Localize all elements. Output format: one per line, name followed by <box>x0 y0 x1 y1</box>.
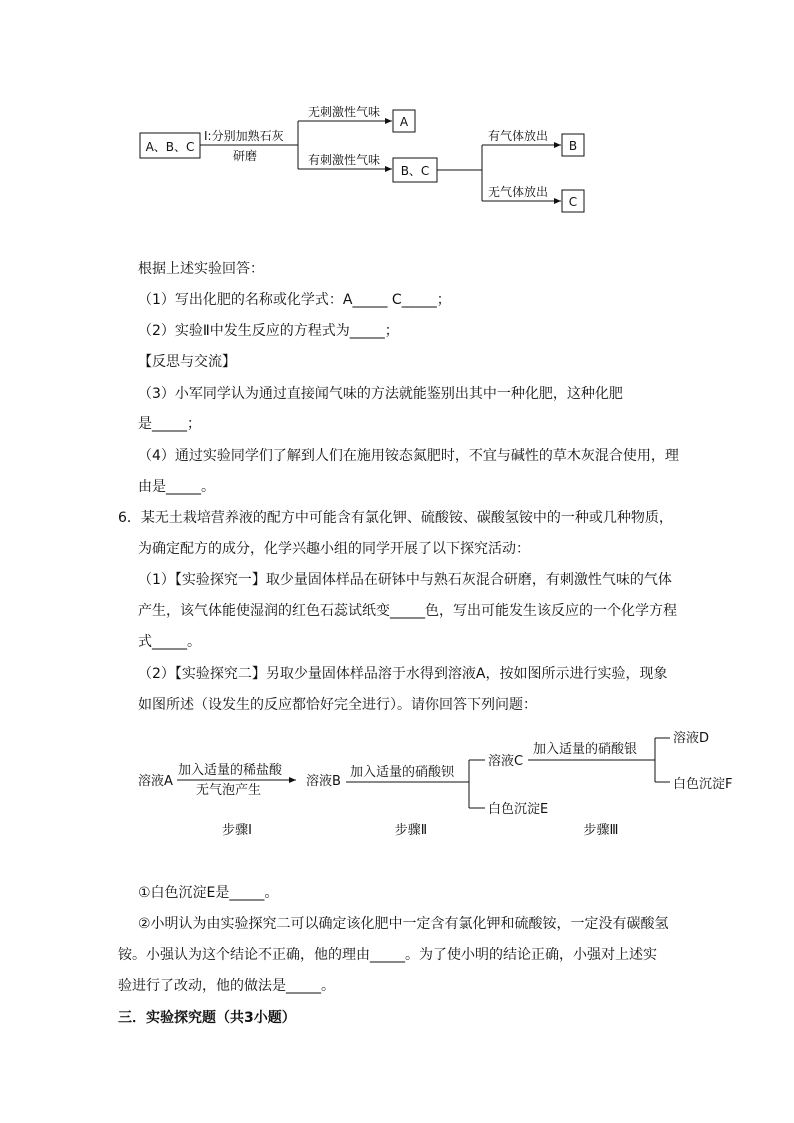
box-a-label: A <box>399 115 409 129</box>
box-c-label: C <box>568 195 578 209</box>
q5-question-4-line1: （4）通过实验同学们了解到人们在施用铵态氮肥时，不宜与碱性的草木灰混合使用，理 <box>138 448 679 464</box>
reagent-2-label: 加入适量的硝酸钡 <box>350 765 455 780</box>
q6-stem-line1: 6．某无土栽培营养液的配方中可能含有氯化钾、硫酸铵、碳酸氢铵中的一种或几种物质， <box>118 510 673 526</box>
q5-question-3-line1: （3）小军同学认为通过直接闻气味的方法就能鉴别出其中一种化肥，这种化肥 <box>138 386 623 402</box>
branch-smell-label: 有刺激性气味 <box>308 153 381 167</box>
q6-sub1: ①白色沉淀E是_____。 <box>138 885 279 901</box>
step-3-label: 步骤Ⅲ <box>583 823 619 838</box>
precipitate-e-label: 白色沉淀E <box>488 802 549 817</box>
observation-1-label: 无气泡产生 <box>196 783 262 798</box>
q6-sub2-line2: 铵。小强认为这个结论不正确，他的理由_____。为了使小明的结论正确，小强对上述实 <box>118 947 657 963</box>
reagent-1-label: 加入适量的稀盐酸 <box>178 763 283 778</box>
step1-condition-bottom: 研磨 <box>232 149 258 163</box>
step-1-label: 步骤Ⅰ <box>222 823 252 838</box>
q6-part2-line2: 如图所述（设发生的反应都恰好完全进行）。请你回答下列问题： <box>138 697 537 713</box>
q6-stem-line2: 为确定配方的成分，化学兴趣小组的同学开展了以下探究活动： <box>138 541 530 557</box>
precipitate-f-label: 白色沉淀F <box>673 777 733 792</box>
step-2-label: 步骤Ⅱ <box>394 823 428 838</box>
q6-sub2-line1: ②小明认为由实验探究二可以确定该化肥中一定含有氯化钾和硫酸铵，一定没有碳酸氢 <box>138 916 669 932</box>
q5-question-3-line2: 是_____； <box>138 416 201 432</box>
box-bc-label: B、C <box>400 164 430 178</box>
q6-part1-line3: 式_____。 <box>138 634 201 650</box>
reagent-3-label: 加入适量的硝酸银 <box>533 742 638 757</box>
box-b-label: B <box>568 139 578 153</box>
q5-question-4-line2: 由是_____。 <box>138 479 215 495</box>
solution-c-label: 溶液C <box>488 754 524 769</box>
q6-part1-line1: （1）【实验探究一】取少量固体样品在研钵中与熟石灰混合研磨，有刺激性气味的气体 <box>138 572 672 588</box>
step1-condition-top: Ⅰ:分别加熟石灰 <box>204 129 284 143</box>
box-abc-label: A、B、C <box>145 140 195 154</box>
q6-part2-line1: （2）【实验探究二】另取少量固体样品溶于水得到溶液A，按如图所示进行实验，现象 <box>138 666 668 682</box>
branch-no-gas-label: 无气体放出 <box>488 185 549 199</box>
q5-question-2: （2）实验Ⅱ中发生反应的方程式为_____； <box>138 323 399 339</box>
q5-section-reflection: 【反思与交流】 <box>138 354 236 370</box>
branch-no-smell-label: 无刺激性气味 <box>308 105 381 119</box>
solution-b-label: 溶液B <box>306 774 341 789</box>
section-3-heading: 三．实验探究题（共3小题） <box>118 1010 296 1026</box>
q5-question-1: （1）写出化肥的名称或化学式：A_____ C_____； <box>138 292 451 308</box>
branch-gas-label: 有气体放出 <box>488 129 549 143</box>
q6-sub2-line3: 验进行了改动，他的做法是_____。 <box>118 978 335 994</box>
q6-part1-line2: 产生，该气体能使湿润的红色石蕊试纸变_____色，写出可能发生该反应的一个化学方程 <box>138 603 677 619</box>
solution-d-label: 溶液D <box>673 731 710 746</box>
diagram-1 <box>0 0 794 240</box>
q5-intro: 根据上述实验回答： <box>138 261 264 277</box>
solution-a-label: 溶液A <box>138 774 173 789</box>
